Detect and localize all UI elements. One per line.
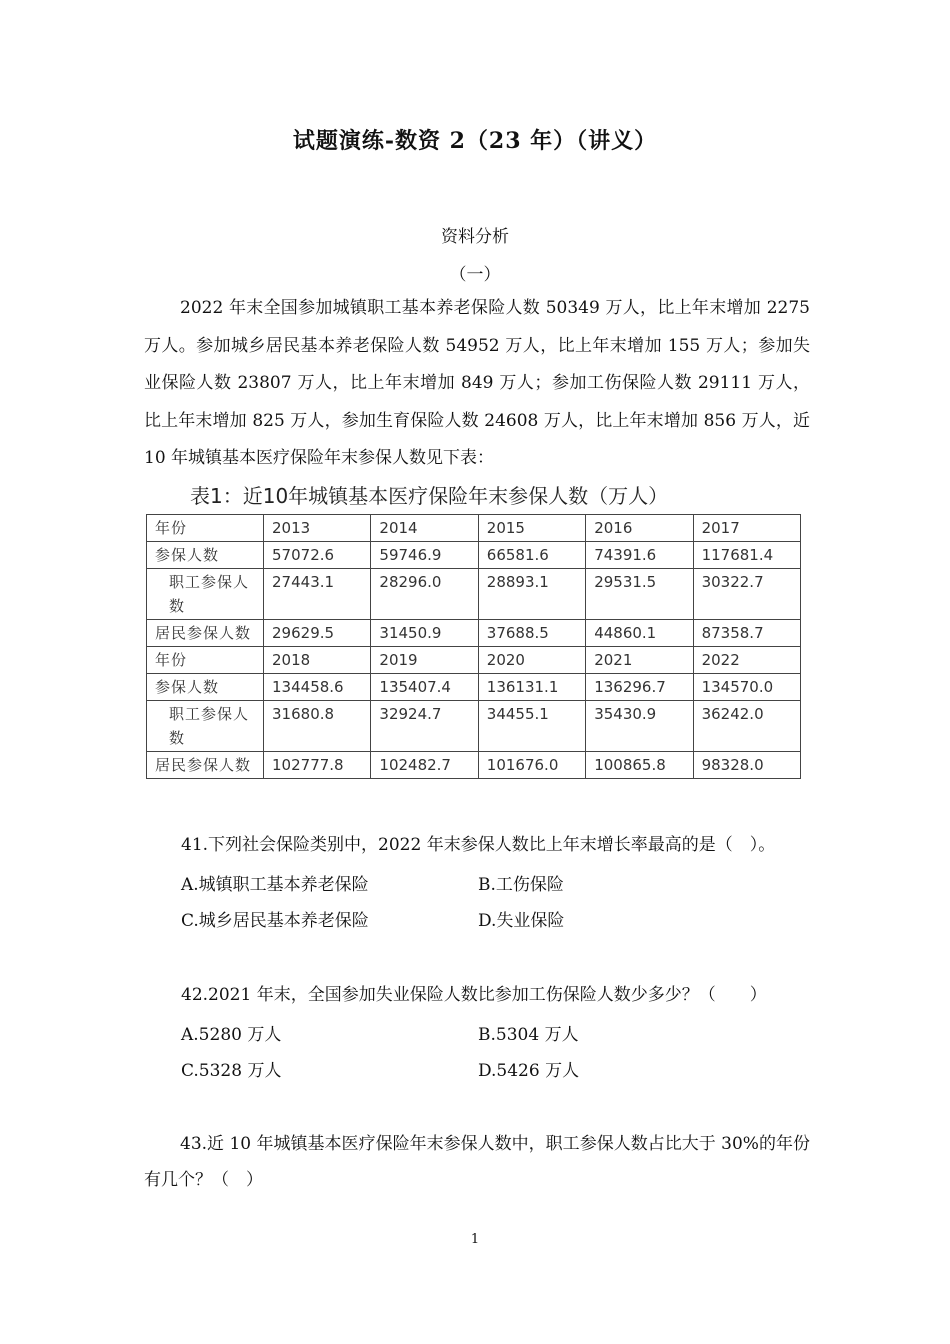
table-cell: 27443.1: [264, 569, 371, 620]
table-cell: 135407.4: [371, 674, 478, 701]
table-cell: 37688.5: [478, 620, 585, 647]
table-cell: 136296.7: [586, 674, 693, 701]
insurance-table: [146, 514, 801, 779]
table-cell: 参保人数: [147, 542, 264, 569]
table-cell: 参保人数: [147, 674, 264, 701]
question-41-option-b[interactable]: B.工伤保险: [478, 875, 564, 895]
table-cell: 30322.7: [693, 569, 800, 620]
table-row: [147, 569, 801, 620]
table-cell: 74391.6: [586, 542, 693, 569]
table-cell: 2013: [264, 515, 371, 542]
table-cell: 2021: [586, 647, 693, 674]
table-cell: 35430.9: [586, 701, 693, 752]
table-cell: 2022: [693, 647, 800, 674]
table-cell: 134458.6: [264, 674, 371, 701]
table-cell: 98328.0: [693, 752, 800, 779]
table-cell: 31680.8: [264, 701, 371, 752]
table-cell: 87358.7: [693, 620, 800, 647]
table-cell: 2014: [371, 515, 478, 542]
table-cell: 102482.7: [371, 752, 478, 779]
table-row: [147, 542, 801, 569]
table-row: [147, 515, 801, 542]
table-cell: 2016: [586, 515, 693, 542]
table-cell: 66581.6: [478, 542, 585, 569]
table-cell: 28296.0: [371, 569, 478, 620]
table-cell: 职工参保人数: [147, 701, 264, 752]
table-cell: 134570.0: [693, 674, 800, 701]
table-cell: 28893.1: [478, 569, 585, 620]
section-title: 资料分析: [441, 227, 509, 247]
table-cell: 59746.9: [371, 542, 478, 569]
table-cell: 100865.8: [586, 752, 693, 779]
table-cell: 101676.0: [478, 752, 585, 779]
data-paragraph: 2022 年末全国参加城镇职工基本养老保险人数 50349 万人，比上年末增加 2275 万人。参加城乡居民基本养老保险人数 54952 万人，比上年末增加 155 万人；参加失业保险人数 23807 万人，比上年末增加 849 万人；参加工伤保险人数 29111 万人，比上年末增加 825 万人，参加生育保险人数 24608 万人，比上年末增加 856 万人，近 10 年城镇基本医疗保险年末参保人数见下表：: [144, 298, 810, 468]
table-cell: 31450.9: [371, 620, 478, 647]
table-cell: 年份: [147, 647, 264, 674]
table-cell: 36242.0: [693, 701, 800, 752]
document-title: 试题演练-数资 2（23 年）（讲义）: [292, 128, 658, 154]
table-row: [147, 647, 801, 674]
table-cell: 44860.1: [586, 620, 693, 647]
page-number: 1: [470, 1232, 480, 1247]
question-42-option-c[interactable]: C.5328 万人: [181, 1061, 282, 1081]
table-cell: 102777.8: [264, 752, 371, 779]
table-cell: 29531.5: [586, 569, 693, 620]
question-41-stem: 41.下列社会保险类别中，2022 年末参保人数比上年末增长率最高的是（ ）。: [181, 835, 776, 855]
question-41-option-c[interactable]: C.城乡居民基本养老保险: [181, 911, 369, 931]
table-cell: 34455.1: [478, 701, 585, 752]
table-cell: 2017: [693, 515, 800, 542]
table-cell: 2020: [478, 647, 585, 674]
table-cell: 29629.5: [264, 620, 371, 647]
table-cell: 2019: [371, 647, 478, 674]
table-cell: 居民参保人数: [147, 620, 264, 647]
table-cell: 57072.6: [264, 542, 371, 569]
table-cell: 136131.1: [478, 674, 585, 701]
question-41-option-a[interactable]: A.城镇职工基本养老保险: [181, 875, 369, 895]
table-cell: 居民参保人数: [147, 752, 264, 779]
table-cell: 32924.7: [371, 701, 478, 752]
table-row: [147, 752, 801, 779]
question-41-option-d[interactable]: D.失业保险: [478, 911, 565, 931]
subsection-number: （一）: [449, 265, 501, 285]
table-caption: 表1：近10年城镇基本医疗保险年末参保人数（万人）: [190, 484, 669, 508]
table-cell: 2015: [478, 515, 585, 542]
question-43-stem: 43.近 10 年城镇基本医疗保险年末参保人数中，职工参保人数占比大于 30%的年份有几个？（ ）: [144, 1134, 810, 1190]
table-row: [147, 674, 801, 701]
table-cell: 2018: [264, 647, 371, 674]
question-42-option-d[interactable]: D.5426 万人: [478, 1061, 580, 1081]
question-42-option-a[interactable]: A.5280 万人: [181, 1025, 282, 1045]
question-42-stem: 42.2021 年末，全国参加失业保险人数比参加工伤保险人数少多少？（ ）: [181, 985, 767, 1005]
table-cell: 职工参保人数: [147, 569, 264, 620]
table-row: [147, 620, 801, 647]
table-cell: 117681.4: [693, 542, 800, 569]
table-cell: 年份: [147, 515, 264, 542]
question-42-option-b[interactable]: B.5304 万人: [478, 1025, 579, 1045]
table-row: [147, 701, 801, 752]
